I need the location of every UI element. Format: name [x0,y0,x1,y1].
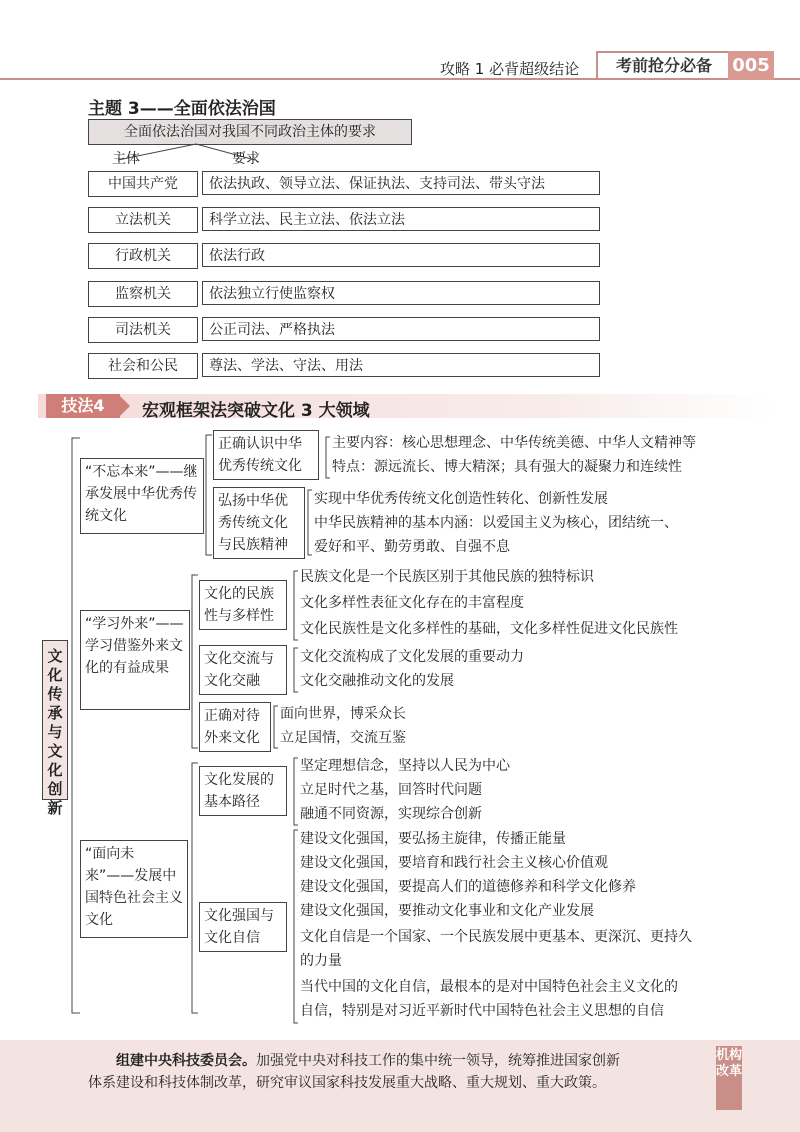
subject-cell: 司法机关 [88,317,198,343]
map-line: 文化多样性表征文化存在的丰富程度 [300,595,524,611]
map-line: 坚定理想信念，坚持以人民为中心 [300,758,510,774]
footer-text-1: 加强党中央对科技工作的集中统一领导，统筹推进国家创新 [256,1053,620,1069]
map-line: 融通不同资源，实现综合创新 [300,806,482,822]
map-line: 建设文化强国，要提高人们的道德修养和科学文化修养 [300,879,636,895]
map-line: 文化交融推动文化的发展 [300,673,454,689]
footer-bold: 组建中央科技委员会。 [116,1053,256,1069]
col-requirement: 要求 [232,151,260,167]
footer-tag: 机构改革 [716,1046,742,1110]
requirement-cell: 依法执政、领导立法、保证执法、支持司法、带头守法 [202,171,600,195]
group-box: 文化的民族性与多样性 [199,580,287,630]
map-line: 建设文化强国，要弘扬主旋律，传播正能量 [300,831,566,847]
map-line: 爱好和平、勤劳勇敢、自强不息 [314,539,510,555]
map-line: 立足国情，交流互鉴 [280,730,406,746]
subject-cell: 立法机关 [88,207,198,233]
group-box: 正确认识中华优秀传统文化 [213,430,319,480]
group-box: 正确对待外来文化 [199,702,271,752]
page-number: 005 [728,51,774,80]
branch-box: “面向未来”——发展中国特色社会主义文化 [80,840,188,938]
map-line: 文化交流构成了文化发展的重要动力 [300,649,524,665]
branch-box: “不忘本来”——继承发展中华优秀传统文化 [80,458,204,534]
requirement-cell: 尊法、学法、守法、用法 [202,353,600,377]
group-box: 文化强国与文化自信 [199,902,287,952]
header-section: 攻略 1 必背超级结论 [440,60,580,78]
technique-title: 宏观框架法突破文化 3 大领域 [142,401,370,421]
map-line: 文化自信是一个国家、一个民族发展中更基本、更深沉、更持久 [300,929,692,945]
subject-cell: 行政机关 [88,243,198,269]
map-line: 民族文化是一个民族区别于其他民族的独特标识 [300,569,594,585]
subject-cell: 监察机关 [88,281,198,307]
requirement-cell: 依法行政 [202,243,600,267]
requirement-cell: 科学立法、民主立法、依法立法 [202,207,600,231]
branch-box: “学习外来”——学习借鉴外来文化的有益成果 [80,610,190,710]
map-line: 中华民族精神的基本内涵：以爱国主义为核心，团结统一、 [314,515,678,531]
header-label: 考前抢分必备 [615,56,712,75]
map-line: 自信，特别是对习近平新时代中国特色社会主义思想的自信 [300,1003,664,1019]
map-line: 立足时代之基，回答时代问题 [300,782,482,798]
map-line: 主要内容：核心思想理念、中华传统美德、中华人文精神等 [332,435,696,451]
group-box: 文化交流与文化交融 [199,645,287,695]
map-line: 面向世界，博采众长 [280,706,406,722]
topic3-title: 主题 3——全面依法治国 [88,99,276,119]
topic3-table-title: 全面依法治国对我国不同政治主体的要求 [88,119,412,145]
map-line: 当代中国的文化自信，最根本的是对中国特色社会主义文化的 [300,979,678,995]
subject-cell: 中国共产党 [88,171,198,197]
technique-badge: 技法4 [46,394,120,418]
col-subject: 主体 [112,151,140,167]
footer-note [88,1050,708,1094]
requirement-cell: 依法独立行使监察权 [202,281,600,305]
map-line: 的力量 [300,953,342,969]
group-box: 弘扬中华优秀传统文化与民族精神 [213,487,305,559]
map-line: 实现中华优秀传统文化创造性转化、创新性发展 [314,491,608,507]
mindmap-root: 文化传承与文化创新 [42,640,68,800]
map-line: 建设文化强国，要培育和践行社会主义核心价值观 [300,855,608,871]
map-line: 特点：源远流长、博大精深；具有强大的凝聚力和连续性 [332,459,682,475]
map-line: 文化民族性是文化多样性的基础，文化多样性促进文化民族性 [300,621,678,637]
requirement-cell: 公正司法、严格执法 [202,317,600,341]
map-line: 建设文化强国，要推动文化事业和文化产业发展 [300,903,594,919]
footer-text-2: 体系建设和科技体制改革，研究审议国家科技发展重大战略、重大规划、重大政策。 [88,1075,606,1091]
subject-cell: 社会和公民 [88,353,198,379]
group-box: 文化发展的基本路径 [199,766,287,816]
